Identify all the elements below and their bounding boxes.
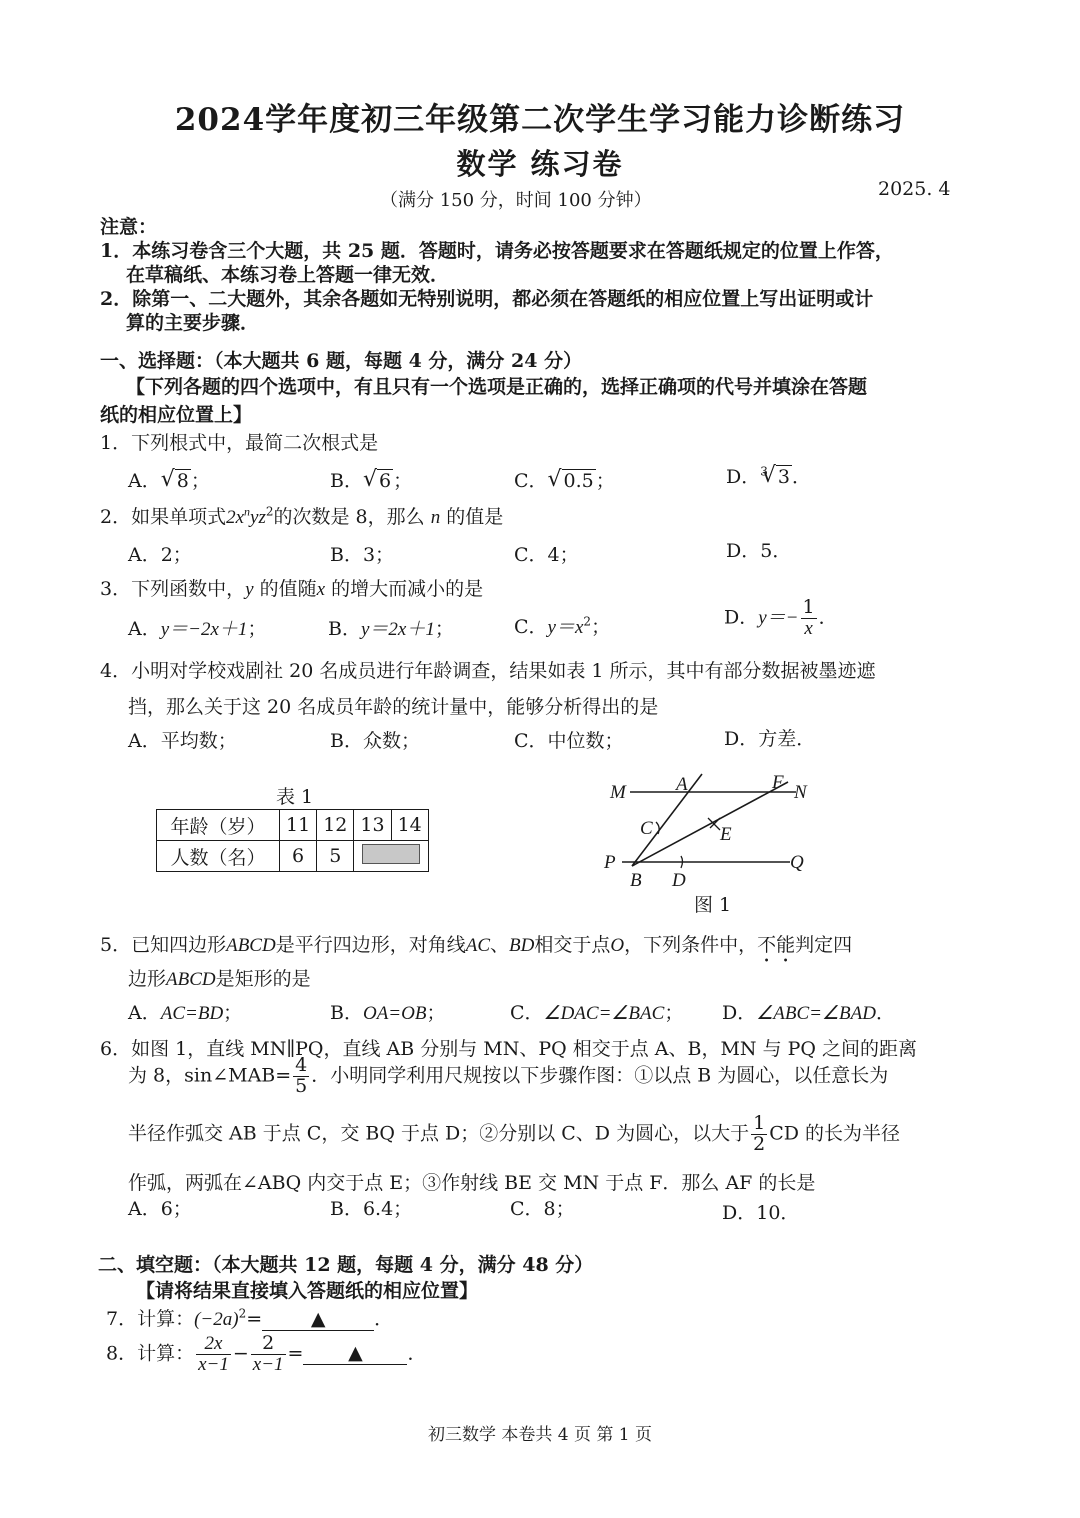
q4-option-a: A．平均数； <box>128 730 237 752</box>
exam-info: （满分 150 分，时间 100 分钟） <box>380 190 652 211</box>
table-cell: 13 <box>354 810 391 841</box>
label-a: A <box>676 774 688 795</box>
q2-n: n <box>430 507 441 528</box>
q5-option-d <box>722 998 895 1025</box>
q1-option-b <box>330 466 412 493</box>
q1-a-value: 8 <box>176 470 189 492</box>
q3-c-formula: y＝x <box>547 617 584 638</box>
q5-b-formula: OA=OB <box>362 1003 427 1024</box>
section2-heading: 二、填空题：（本大题共 12 题，每题 4 分，满分 48 分） <box>98 1254 594 1276</box>
table-cell: 5 <box>317 841 354 872</box>
q6-option-b: B．6.4； <box>330 1198 413 1220</box>
q5-b-end: ； <box>426 1002 446 1024</box>
q8-minus: − <box>232 1342 249 1365</box>
q5-a-label: A． <box>128 1002 161 1024</box>
q3-a-end: ； <box>247 618 267 640</box>
q5-b-label: B． <box>330 1002 363 1024</box>
sqrt-symbol <box>363 470 393 492</box>
q5-ac: AC <box>465 935 490 956</box>
q1-option-c <box>514 466 615 493</box>
notice-item2-line2: 算的主要步骤． <box>126 312 260 334</box>
q6-line4: 作弧，两弧在∠ABQ 内交于点 E；③作射线 BE 交 MN 于点 F．那么 AF 的长是 <box>128 1172 816 1194</box>
q5-emphasis: 不能 <box>757 934 796 956</box>
q1-d-value: 3 <box>777 466 790 488</box>
q2-stem-post: 的次数是 8，那么 <box>273 506 425 528</box>
q3-c-end: ； <box>591 616 611 638</box>
q1-c-label: C． <box>514 470 548 492</box>
q3-option-c <box>514 612 610 639</box>
q8-denominator-1: x−1 <box>198 1353 229 1375</box>
q2-option-b: B．3； <box>330 544 395 566</box>
label-b: B <box>630 870 642 891</box>
q3-b-end: ； <box>434 618 454 640</box>
q2-stem-end: 的值是 <box>446 506 504 528</box>
age-table <box>156 809 429 872</box>
q3-option-a <box>128 614 266 641</box>
ink-blot-cell <box>354 841 428 872</box>
triangle-icon: ▲ <box>310 1308 326 1330</box>
notice-item1-line1: 1．本练习卷含三个大题，共 25 题．答题时，请务必按答题要求在答题纸规定的位置上作答， <box>100 240 894 262</box>
q5-d-end: ． <box>875 1002 895 1024</box>
figure1-caption: 图 1 <box>694 894 732 916</box>
exam-subtitle: 数学 练习卷 <box>456 147 624 181</box>
label-q: Q <box>790 852 804 873</box>
q7-exp: 2 <box>238 1306 247 1321</box>
q7-pre: 7．计算： <box>106 1308 195 1330</box>
q3-d-label: D． <box>724 606 759 629</box>
q3-x: x <box>316 579 326 600</box>
section1-instr-line2: 纸的相应位置上】 <box>100 404 253 426</box>
q3-stem-mid: 的值随 <box>259 578 317 600</box>
answer-blank[interactable] <box>262 1308 374 1331</box>
q8-eq: = <box>287 1342 304 1365</box>
exam-date: 2025. 4 <box>878 178 951 200</box>
sqrt-symbol <box>161 470 191 492</box>
q1-c-end: ； <box>595 470 615 492</box>
q5-mid2: 相交于点 <box>534 934 611 956</box>
q2-option-d: D．5． <box>726 540 792 562</box>
table-cell: 6 <box>280 841 317 872</box>
q5-bd: BD <box>509 935 535 956</box>
q1-d-index: 3 <box>760 464 768 479</box>
q8 <box>106 1334 426 1375</box>
q6-sin-numerator: 4 <box>295 1054 308 1076</box>
q1-a-label: A． <box>128 470 161 492</box>
q5-abcd: ABCD <box>226 935 276 956</box>
q6-line2-pre: 为 8，sin∠MAB= <box>128 1064 292 1087</box>
q1-d-end: ． <box>791 466 811 488</box>
q1-d-label: D． <box>726 466 761 488</box>
q5-d-label: D． <box>722 1002 757 1024</box>
q3-d-denominator: x <box>804 617 813 639</box>
q2-exp-2: 2 <box>265 504 274 519</box>
q2-stem <box>100 502 503 529</box>
q7-expr: (−2a) <box>194 1309 239 1330</box>
q3-option-d <box>724 598 838 639</box>
q5-c-formula: ∠DAC=∠BAC <box>543 1003 665 1024</box>
q3-stem-end: 的增大而减小的是 <box>331 578 484 600</box>
q5-c-end: ； <box>664 1002 684 1024</box>
q3-b-label: B． <box>328 618 361 640</box>
triangle-icon: ▲ <box>348 1342 363 1365</box>
q2-option-a: A．2； <box>128 544 192 566</box>
q3-stem-pre: 3．下列函数中， <box>100 578 246 600</box>
table-cell: 年龄（岁） <box>157 810 280 841</box>
table-cell: 人数（名） <box>157 841 280 872</box>
q6-sin-denominator: 5 <box>295 1074 308 1097</box>
q3-y: y <box>245 579 254 600</box>
ink-blot <box>362 844 420 864</box>
label-f: F <box>772 772 784 793</box>
q5-o: O <box>610 935 625 956</box>
sqrt-symbol <box>548 470 596 492</box>
q1-b-value: 6 <box>378 470 392 492</box>
q5-a-end: ； <box>223 1002 243 1024</box>
q1-b-end: ； <box>393 470 413 492</box>
q2-monomial: 2x <box>226 507 245 528</box>
q5-option-a <box>128 998 242 1025</box>
q1-c-value: 0.5 <box>563 470 594 492</box>
q6-line3-post: CD 的长为半径 <box>769 1122 900 1145</box>
section2-instr: 【请将结果直接填入答题纸的相应位置】 <box>136 1280 479 1302</box>
q2-option-c: C．4； <box>514 544 579 566</box>
figure-1 <box>598 770 828 910</box>
q5-d-formula: ∠ABC=∠BAD <box>756 1003 876 1024</box>
q6-half-numerator: 1 <box>753 1112 766 1134</box>
q8-numerator-2: 2 <box>251 1334 286 1355</box>
q6-option-a: A．6； <box>128 1198 192 1220</box>
q3-d-formula: y＝− <box>758 607 799 629</box>
q3-d-numerator: 1 <box>802 596 815 618</box>
q7-end: ． <box>374 1308 394 1330</box>
section1-instr-line1: 【下列各题的四个选项中，有且只有一个选项是正确的，选择正确项的代号并填涂在答题 <box>126 376 868 398</box>
q3-d-end: ． <box>818 606 838 629</box>
q5-end: 判定四 <box>795 934 853 956</box>
q5-c-label: C． <box>510 1002 544 1024</box>
q3-stem <box>100 574 483 601</box>
table-cell: 11 <box>280 810 317 841</box>
q6-half-denominator: 2 <box>753 1132 766 1155</box>
q5-line2 <box>128 964 311 991</box>
section1-heading: 一、选择题：（本大题共 6 题，每题 4 分，满分 24 分） <box>100 350 583 372</box>
q5-option-b <box>330 998 445 1025</box>
q8-denominator-2: x−1 <box>252 1353 284 1375</box>
q3-c-exp: 2 <box>583 614 592 629</box>
q1-stem: 1．下列根式中，最简二次根式是 <box>100 432 379 454</box>
q5-line2-pre: 边形 <box>128 968 167 990</box>
q8-numerator-1: 2x <box>204 1333 223 1354</box>
q5-a-formula: AC=BD <box>160 1003 224 1024</box>
q3-b-formula: y＝2x＋1 <box>360 619 435 640</box>
notice-item2-line1: 2．除第一、二大题外，其余各题如无特别说明，都必须在答题纸的相应位置上写出证明或计 <box>100 288 874 310</box>
label-n: N <box>794 782 807 803</box>
q7 <box>106 1304 393 1331</box>
notice-item1-line2: 在草稿纸、本练习卷上答题一律无效． <box>126 264 450 286</box>
q5-mid3: ，下列条件中， <box>624 934 758 956</box>
q6-line3 <box>128 1114 900 1155</box>
label-p: P <box>604 852 616 873</box>
label-d: D <box>672 870 686 891</box>
q6-option-d: D．10． <box>722 1202 800 1224</box>
answer-blank[interactable] <box>303 1342 407 1365</box>
q3-option-b <box>328 614 454 641</box>
q4-line2: 挡，那么关于这 20 名成员年龄的统计量中，能够分析得出的是 <box>128 696 659 718</box>
notice-heading: 注意： <box>100 216 158 238</box>
q5-pre: 5．已知四边形 <box>100 934 227 956</box>
q3-a-label: A． <box>128 618 161 640</box>
q2-exp-n: n <box>244 504 251 519</box>
q4-line1: 4．小明对学校戏剧社 20 名成员进行年龄调查，结果如表 1 所示，其中有部分数据被墨迹遮 <box>100 660 876 682</box>
q2-monomial-2: yz <box>250 507 266 528</box>
q5-line2-end: 是矩形的是 <box>215 968 311 990</box>
label-e: E <box>720 824 732 845</box>
q6-line2 <box>128 1056 888 1097</box>
q1-a-end: ； <box>190 470 210 492</box>
q7-eq: = <box>246 1308 263 1330</box>
q6-line2-post: ．小明同学利用尺规按以下步骤作图：①以点 B 为圆心，以任意长为 <box>311 1064 889 1087</box>
table-cell: 14 <box>391 810 428 841</box>
q5-line1 <box>100 930 852 967</box>
q5-option-c <box>510 998 683 1025</box>
q5-sep: 、 <box>490 934 510 956</box>
q8-pre: 8．计算： <box>106 1342 195 1365</box>
q4-option-b: B．众数； <box>330 730 420 752</box>
exam-title: 2024学年度初三年级第二次学生学习能力诊断练习 <box>174 102 906 138</box>
q5-mid: 是平行四边形，对角线 <box>275 934 466 956</box>
ray-bf <box>632 782 788 866</box>
q5-abcd-2: ABCD <box>166 969 216 990</box>
q4-option-c: C．中位数； <box>514 730 624 752</box>
cbrt-symbol <box>762 466 792 488</box>
q3-a-formula: y＝−2x＋1 <box>160 619 248 640</box>
q6-line3-pre: 半径作弧交 AB 于点 C，交 BQ 于点 D；②分别以 C、D 为圆心，以大于 <box>128 1122 750 1145</box>
q6-option-c: C．8； <box>510 1198 575 1220</box>
table1-caption: 表 1 <box>276 786 314 808</box>
q3-c-label: C． <box>514 616 548 638</box>
q6-line1: 6．如图 1，直线 MN∥PQ，直线 AB 分别与 MN、PQ 相交于点 A、B，MN 与 PQ 之间的距离 <box>100 1038 918 1060</box>
q1-b-label: B． <box>330 470 363 492</box>
q1-option-a <box>128 466 210 493</box>
q1-option-d <box>726 462 811 489</box>
label-c: C <box>640 818 653 839</box>
q4-option-d: D．方差． <box>724 728 816 750</box>
label-m: M <box>610 782 626 803</box>
table-cell: 12 <box>317 810 354 841</box>
table-row <box>157 810 429 841</box>
page-footer: 初三数学 本卷共 4 页 第 1 页 <box>427 1425 653 1445</box>
table-row <box>157 841 429 872</box>
q2-stem-pre: 2．如果单项式 <box>100 506 227 528</box>
q8-end: ． <box>407 1342 427 1365</box>
